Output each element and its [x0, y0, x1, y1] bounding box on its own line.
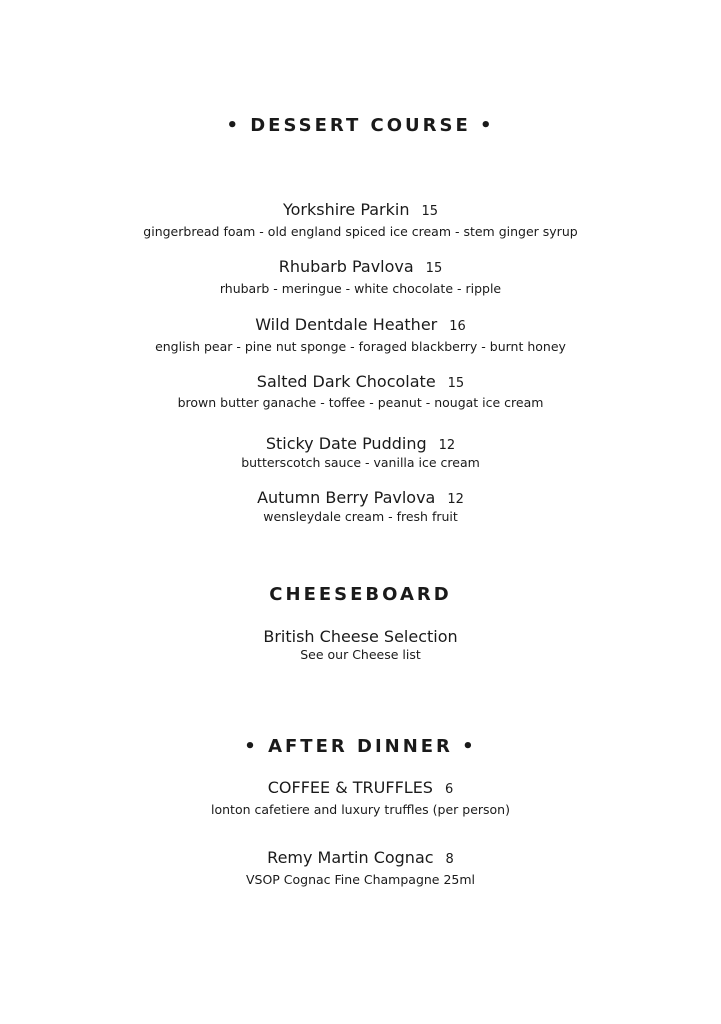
- item-name: British Cheese Selection: [263, 627, 458, 646]
- item-description: rhubarb - meringue - white chocolate - ripple: [219, 281, 502, 296]
- menu-item-wild-dentdale-heather: [0, 315, 721, 337]
- item-price: 6: [444, 782, 454, 797]
- menu-item-coffee-truffles: [0, 778, 721, 800]
- item-name: COFFEE & TRUFFLES: [267, 778, 433, 797]
- item-name: Remy Martin Cognac: [267, 848, 434, 867]
- item-price: 15: [421, 204, 439, 219]
- item-name: Rhubarb Pavlova: [278, 257, 414, 276]
- menu-item-rhubarb-pavlova: [0, 257, 721, 279]
- cheeseboard-title: CHEESEBOARD: [269, 584, 452, 605]
- item-price: 15: [425, 261, 443, 276]
- item-description: VSOP Cognac Fine Champagne 25ml: [245, 872, 476, 887]
- item-name: Sticky Date Pudding: [265, 434, 427, 453]
- item-name: Autumn Berry Pavlova: [257, 488, 436, 507]
- item-price: 12: [447, 492, 464, 507]
- dessert-course-title: • DESSERT COURSE •: [226, 115, 495, 136]
- item-price: 16: [449, 319, 466, 334]
- item-description: lonton cafetiere and luxury truffles (per person): [211, 802, 510, 817]
- item-price: 8: [445, 852, 454, 867]
- item-name: Yorkshire Parkin: [282, 200, 410, 219]
- item-description: butterscotch sauce - vanilla ice cream: [241, 455, 480, 470]
- item-price: 15: [447, 376, 465, 391]
- item-description: gingerbread foam - old england spiced ice cream - stem ginger syrup: [143, 224, 578, 239]
- item-price: 12: [438, 438, 456, 453]
- menu-item-british-cheese-selection: [0, 627, 721, 647]
- menu-item-yorkshire-parkin: [0, 200, 721, 222]
- item-name: Salted Dark Chocolate: [256, 372, 436, 391]
- menu-item-autumn-berry-pavlova: [0, 488, 721, 510]
- item-name: Wild Dentdale Heather: [255, 315, 438, 334]
- menu-item-salted-dark-chocolate: [0, 372, 721, 394]
- item-description: See our Cheese list: [300, 647, 421, 662]
- item-description: wensleydale cream - fresh fruit: [263, 509, 458, 524]
- item-description: brown butter ganache - toffee - peanut - nougat ice cream: [177, 395, 544, 410]
- after-dinner-title: • AFTER DINNER •: [244, 736, 477, 757]
- menu-item-remy-martin-cognac: [0, 848, 721, 870]
- item-description: english pear - pine nut sponge - foraged blackberry - burnt honey: [155, 339, 566, 354]
- menu-item-sticky-date-pudding: [0, 434, 721, 456]
